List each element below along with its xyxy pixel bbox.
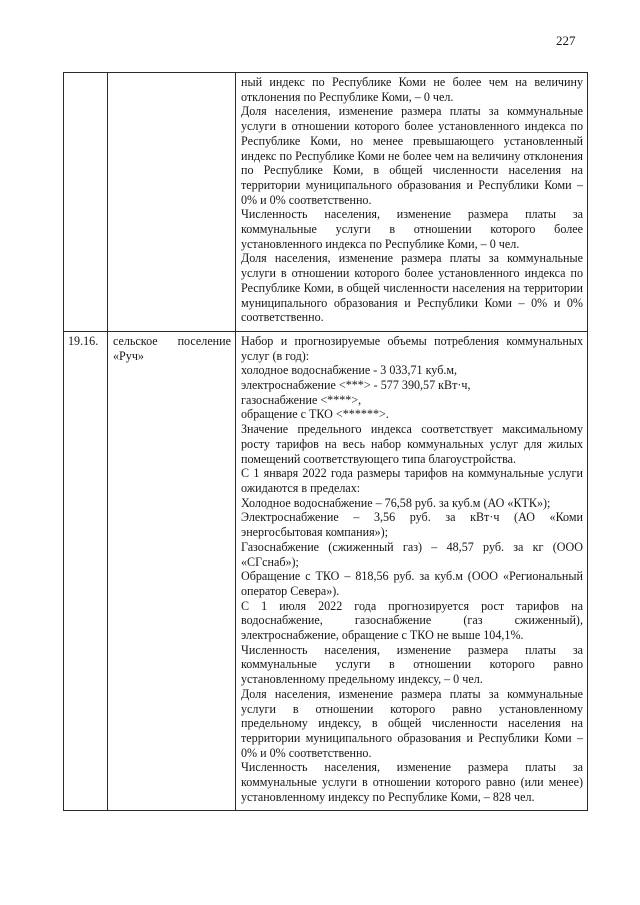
description-paragraph: С 1 января 2022 года размеры тарифов на коммунальные услуги ожидаются в пределах:	[241, 466, 583, 495]
description-paragraph: Значение предельного индекса соответствует максимальному росту тарифов на весь набор коммунальных услуг для жилых помещений соответствующего типа благоустройства.	[241, 422, 583, 466]
description-paragraph: Набор и прогнозируемые объемы потребления коммунальных услуг (в год):	[241, 333, 583, 363]
description-paragraph: Доля населения, изменение размера платы за коммунальные услуги в отношении которого более установленного индекса по Республике Коми, в общей численности населения на территории муниципального образования и Республики Коми – 0% и 0% соответственно.	[241, 251, 583, 325]
description-paragraph: электроснабжение <***> - 577 390,57 кВт·ч,	[241, 378, 471, 393]
description-cell	[236, 331, 588, 811]
table-row	[64, 331, 588, 811]
row-number	[64, 73, 107, 75]
table-row	[64, 73, 588, 332]
settlement-name-cell	[108, 331, 236, 811]
page-number: 227	[556, 33, 576, 48]
description-paragraph: Численность населения, изменение размера платы за коммунальные услуги в отношении которого равно установленному предельному индексу, – 0 чел.	[241, 642, 583, 687]
settlement-type-word: поселение	[177, 333, 231, 348]
description-paragraph: газоснабжение <****>,	[241, 392, 362, 407]
description-paragraph: Численность населения, изменение размера платы за коммунальные услуги в отношении которого равно (или менее) установленному индексу по Республике Коми, – 828 чел.	[241, 760, 583, 804]
row-number-cell	[64, 331, 108, 811]
tariff-table	[63, 72, 588, 811]
description-paragraph: Электроснабжение – 3,56 руб. за кВт·ч (АО «Коми энергосбытовая компания»);	[241, 510, 583, 540]
settlement-name-cell	[108, 73, 236, 332]
description-paragraph: обращение с ТКО <******>.	[241, 407, 389, 422]
description-paragraph: Газоснабжение (сжиженный газ) – 48,57 руб. за кг (ООО «СГснаб»);	[241, 539, 583, 569]
description-paragraph: холодное водоснабжение - 3 033,71 куб.м,	[241, 363, 458, 378]
settlement-type-word: сельское	[113, 333, 158, 348]
description-paragraph: Численность населения, изменение размера платы за коммунальные услуги в отношении которого более установленного индекса по Республике Коми, – 0 чел.	[241, 207, 583, 251]
description-paragraph: Холодное водоснабжение – 76,58 руб. за куб.м (АО «КТК»);	[241, 495, 551, 510]
description-paragraph: Доля населения, изменение размера платы за коммунальные услуги в отношении которого более установленного индекса по Республике Коми, но менее превышающего установленный индекс по Республике Коми не более чем на величину отклонения по Республике Коми, в общей численности населения на территории муниципального образования и Республики Коми – 0% и 0% соответственно.	[241, 104, 583, 207]
description-cell	[236, 73, 588, 332]
description-paragraph: Доля населения, изменение размера платы за коммунальные услуги в отношении которого равно установленному предельному индексу, в общей численности населения на территории муниципального образования и Республики Коми – 0% и 0% соответственно.	[241, 686, 583, 760]
description-paragraph: С 1 июля 2022 года прогнозируется рост тарифов на водоснабжение, газоснабжение (газ сжиженный), электроснабжение, обращение с ТКО не выше 104,1%.	[241, 598, 583, 643]
row-number-cell	[64, 73, 108, 332]
description-paragraph: Обращение с ТКО – 818,56 руб. за куб.м (ООО «Региональный оператор Севера»).	[241, 569, 583, 598]
row-number: 19.16.	[68, 333, 99, 348]
settlement-name: «Руч»	[113, 348, 144, 363]
description-paragraph: ный индекс по Республике Коми не более чем на величину отклонения по Республике Коми, – 0 чел.	[241, 75, 583, 104]
